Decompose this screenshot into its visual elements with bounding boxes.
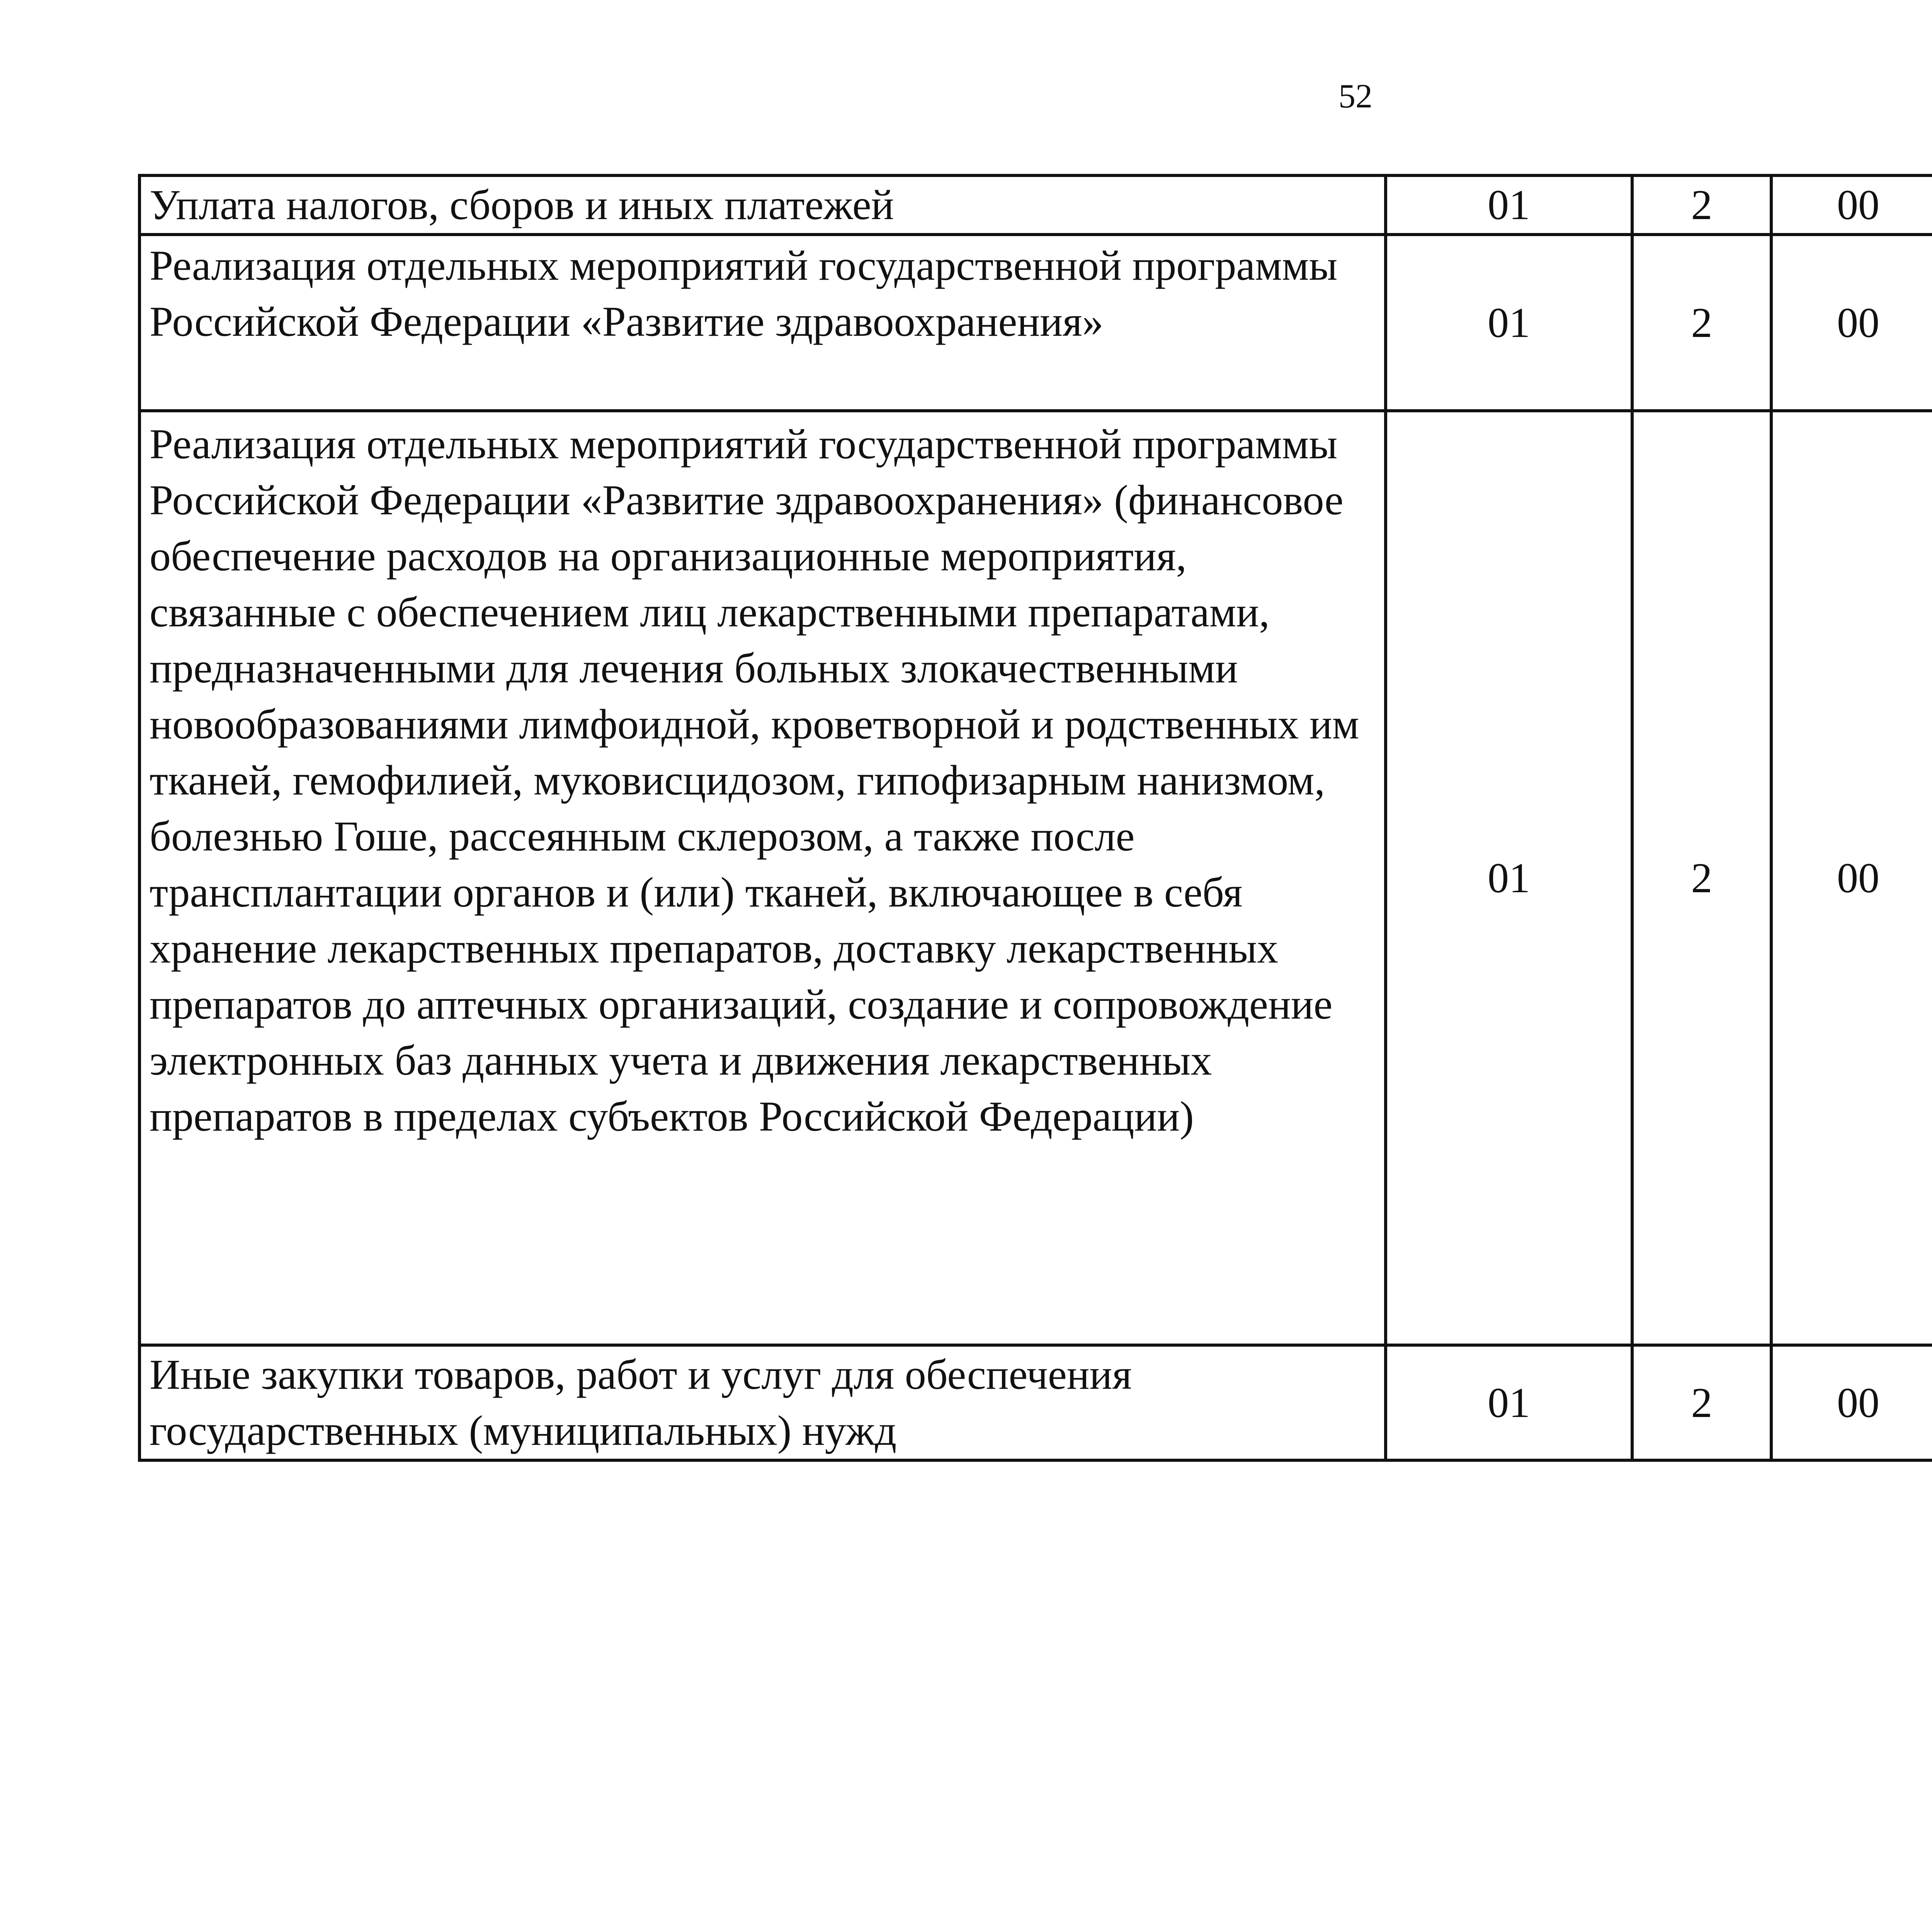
program-code: 00 <box>1771 235 1932 411</box>
row-description: Реализация отдельных мероприятий государственной программы Российской Федерации «Развитие здравоохранения» (финансовое обеспечение расходов на организационные мероприятия, связанные с обеспечением лиц лекарственными препаратами, предназначенными для лечения больных злокачественными новообразованиями лимфоидной, кроветворной и родственных им тканей, гемофилией, муковисцидозом, гипофизарным нанизмом, болезнью Гоше, рассеянным склерозом, а также после трансплантации органов и (или) тканей, включающее в себя хранение лекарственных препаратов, доставку лекарственных препаратов до аптечных организаций, создание и сопровождение электронных баз данных учета и движения лекарственных препаратов в пределах субъектов Российской Федерации) <box>139 411 1386 1345</box>
subsection-code: 2 <box>1632 175 1771 235</box>
program-code: 00 <box>1771 1345 1932 1460</box>
row-description: Реализация отдельных мероприятий государственной программы Российской Федерации «Развитие здравоохранения» <box>139 235 1386 411</box>
program-code: 00 <box>1771 411 1932 1345</box>
table-row <box>139 1345 1932 1460</box>
row-description: Иные закупки товаров, работ и услуг для обеспечения государственных (муниципальных) нужд <box>139 1345 1386 1460</box>
section-code: 01 <box>1386 175 1632 235</box>
table-row <box>139 235 1932 411</box>
table-row <box>139 411 1932 1345</box>
budget-table <box>138 174 1932 1462</box>
table-row <box>139 175 1932 235</box>
subsection-code: 2 <box>1632 235 1771 411</box>
row-description: Уплата налогов, сборов и иных платежей <box>139 175 1386 235</box>
page-number: 52 <box>1338 78 1372 115</box>
program-code: 00 <box>1771 175 1932 235</box>
subsection-code: 2 <box>1632 1345 1771 1460</box>
subsection-code: 2 <box>1632 411 1771 1345</box>
section-code: 01 <box>1386 411 1632 1345</box>
section-code: 01 <box>1386 235 1632 411</box>
section-code: 01 <box>1386 1345 1632 1460</box>
